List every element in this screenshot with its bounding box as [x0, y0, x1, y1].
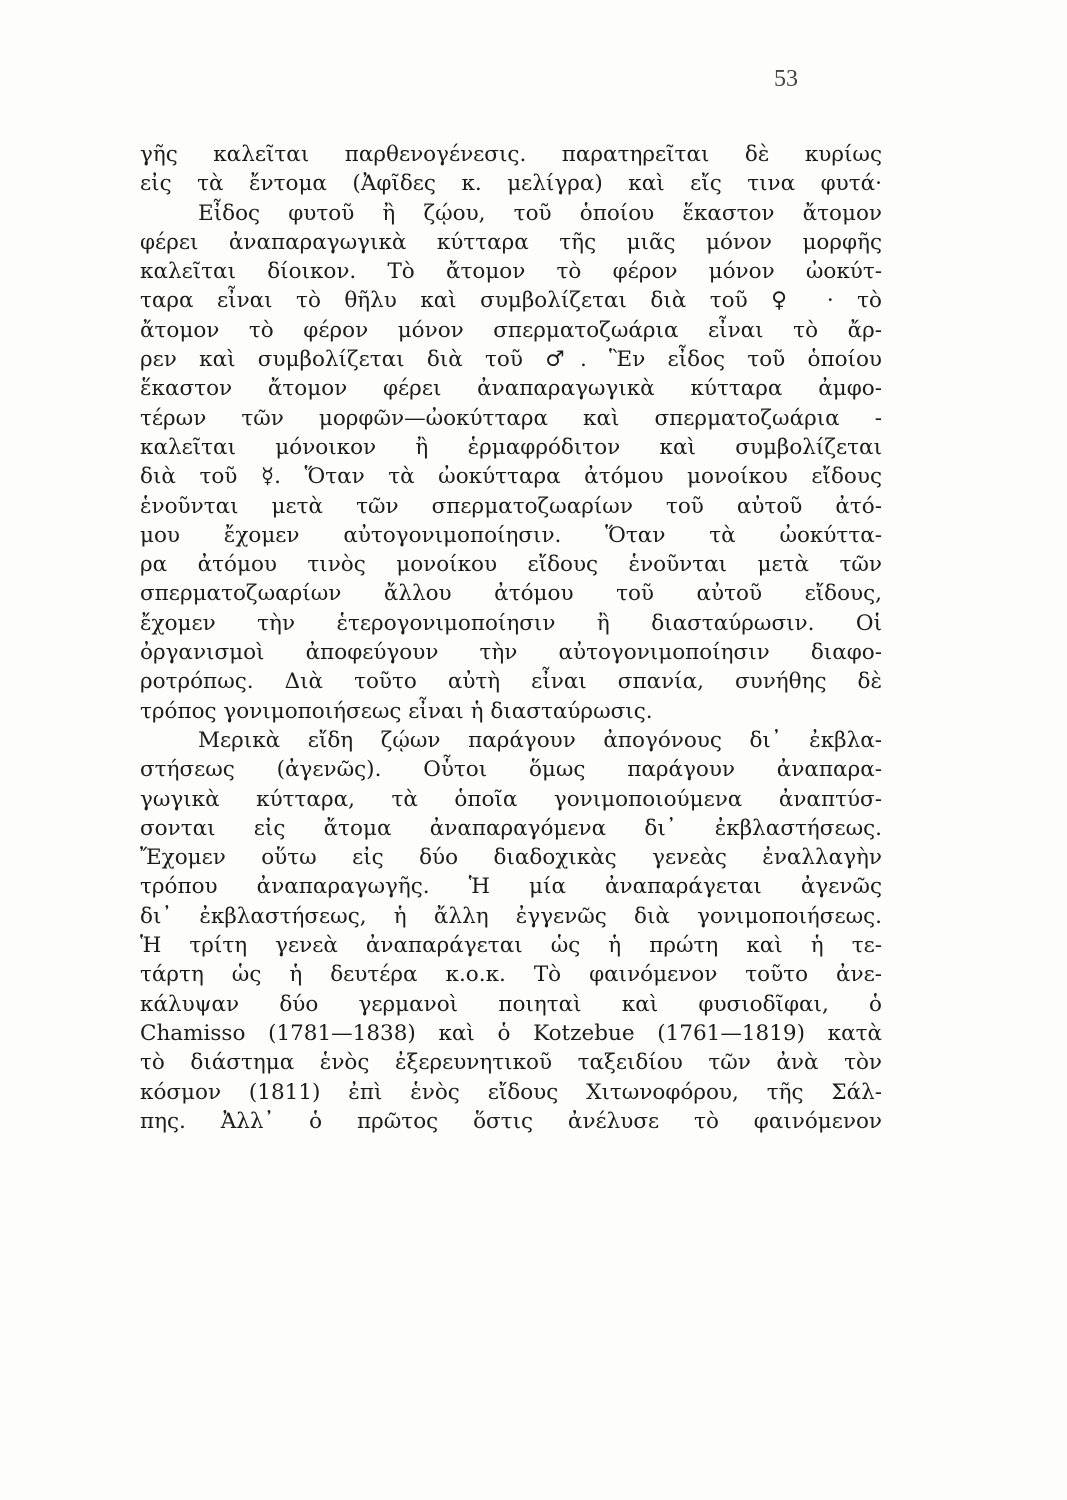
text-line: Chamisso (1781—1838) καὶ ὁ Kotzebue (1761—1819) κατὰ	[140, 1020, 882, 1046]
text-line: τρόπου ἀναπαραγωγῆς. Ἡ μία ἀναπαράγεται ἀγενῶς	[140, 874, 882, 900]
text-line: ἑνοῦνται μετὰ τῶν σπερματοζωαρίων τοῦ αὐτοῦ ἀτό-	[140, 493, 882, 519]
text-line: μου ἔχομεν αὐτογονιμοποίησιν. Ὅταν τὰ ὠοκύττα-	[140, 522, 882, 548]
text-line: καλεῖται μόνοικον ἢ ἑρμαφρόδιτον καὶ συμβολίζεται	[140, 434, 882, 460]
text-line: εἰς τὰ ἔντομα (Ἀφῖδες κ. μελίγρα) καὶ εἴς τινα φυτά·	[140, 171, 882, 197]
text-line: ἄτομον τὸ φέρον μόνον σπερματοζωάρια εἶναι τὸ ἄρ-	[140, 317, 882, 343]
text-line: τρόπος γονιμοποιήσεως εἶναι ἡ διασταύρωσις.	[140, 698, 653, 724]
text-line: πης. Ἀλλ᾽ ὁ πρῶτος ὅστις ἀνέλυσε τὸ φαινόμενον	[140, 1108, 882, 1134]
text-line: γωγικὰ κύτταρα, τὰ ὁποῖα γονιμοποιούμενα ἀναπτύσ-	[140, 786, 882, 812]
text-line: ἔχομεν τὴν ἑτερογονιμοποίησιν ἢ διασταύρωσιν. Οἱ	[140, 610, 882, 636]
text-line: κάλυψαν δύο γερμανοὶ ποιηταὶ καὶ φυσιοδῖφαι, ὁ	[140, 991, 882, 1017]
text-line: τάρτη ὡς ἡ δευτέρα κ.ο.κ. Τὸ φαινόμενον τοῦτο ἀνε-	[140, 962, 882, 988]
text-line: ὀργανισμοὶ ἀποφεύγουν τὴν αὐτογονιμοποίησιν διαφο-	[140, 640, 882, 666]
text-line: στήσεως (ἀγενῶς). Οὗτοι ὅμως παράγουν ἀναπαρα-	[140, 757, 882, 783]
text-line: ρα ἀτόμου τινὸς μονοίκου εἴδους ἑνοῦνται μετὰ τῶν	[140, 552, 882, 578]
text-line: φέρει ἀναπαραγωγικὰ κύτταρα τῆς μιᾶς μόνον μορφῆς	[140, 229, 882, 255]
text-line: ρεν καὶ συμβολίζεται διὰ τοῦ ♂. Ἓν εἶδος τοῦ ὁποίου	[140, 347, 882, 373]
text-line: σονται εἰς ἄτομα ἀναπαραγόμενα δι᾽ ἐκβλαστήσεως.	[140, 815, 882, 841]
text-line: τὸ διάστημα ἑνὸς ἐξερευνητικοῦ ταξειδίου τῶν ἀνὰ τὸν	[140, 1050, 882, 1076]
text-line: κόσμον (1811) ἐπὶ ἑνὸς εἴδους Χιτωνοφόρου, τῆς Σάλ-	[140, 1079, 882, 1105]
text-line: δι᾽ ἐκβλαστήσεως, ἡ ἄλλη ἐγγενῶς διὰ γονιμοποιήσεως.	[140, 903, 882, 929]
text-line: σπερματοζωαρίων ἄλλου ἀτόμου τοῦ αὐτοῦ εἴδους,	[140, 581, 882, 607]
text-line: ἕκαστον ἄτομον φέρει ἀναπαραγωγικὰ κύτταρα ἀμφο-	[140, 376, 882, 402]
text-line: τέρων τῶν μορφῶν—ὠοκύτταρα καὶ σπερματοζωάρια -	[140, 405, 882, 431]
text-line: Εἶδος φυτοῦ ἢ ζῴου, τοῦ ὁποίου ἕκαστον ἄτομον	[198, 200, 882, 226]
page-number: 53	[774, 66, 798, 92]
text-line: διὰ τοῦ ☿. Ὅταν τὰ ὠοκύτταρα ἀτόμου μονοίκου εἴδους	[140, 464, 882, 490]
body-text	[140, 140, 882, 1136]
text-line: καλεῖται δίοικον. Τὸ ἄτομον τὸ φέρον μόνον ὠοκύτ-	[140, 259, 882, 285]
text-line: Ἡ τρίτη γενεὰ ἀναπαράγεται ὡς ἡ πρώτη καὶ ἡ τε-	[140, 933, 882, 959]
text-line: Ἔχομεν οὕτω εἰς δύο διαδοχικὰς γενεὰς ἐναλλαγὴν	[140, 845, 882, 871]
text-line: γῆς καλεῖται παρθενογένεσις. παρατηρεῖται δὲ κυρίως	[140, 142, 882, 167]
text-line: ροτρόπως. Διὰ τοῦτο αὐτὴ εἶναι σπανία, συνήθης δὲ	[140, 669, 882, 695]
text-line: ταρα εἶναι τὸ θῆλυ καὶ συμβολίζεται διὰ τοῦ ♀ · τὸ	[140, 288, 882, 314]
text-line: Μερικὰ εἴδη ζῴων παράγουν ἀπογόνους δι᾽ ἐκβλα-	[198, 727, 882, 753]
